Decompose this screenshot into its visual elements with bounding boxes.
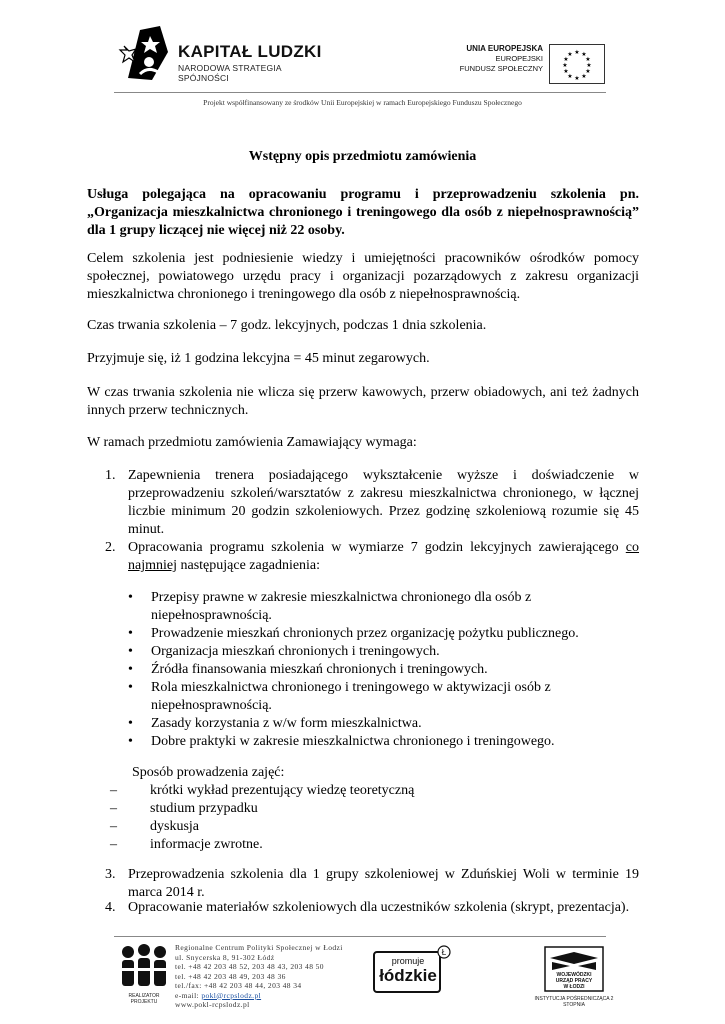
item-number: 1. <box>105 468 116 483</box>
org-email <box>175 991 343 1001</box>
promuje-lodzkie-logo <box>372 944 452 994</box>
svg-text:★: ★ <box>585 56 591 63</box>
svg-text:★: ★ <box>562 62 568 69</box>
methods-heading: Sposób prowadzenia zajęć: <box>132 765 285 780</box>
svg-text:★: ★ <box>567 73 573 80</box>
breaks-paragraph: W czas trwania szkolenia nie wlicza się przerw kawowych, przerw obiadowych, ani też żadnych innych przerw technicznych. <box>87 385 639 418</box>
list-item-text: Zasady korzystania z w/w form mieszkalnictwa. <box>151 716 422 731</box>
bullet-icon: • <box>128 680 133 695</box>
item-number: 3. <box>105 867 116 882</box>
svg-text:★: ★ <box>581 51 587 58</box>
item-number: 2. <box>105 540 116 555</box>
duration-paragraph: Czas trwania szkolenia – 7 godz. lekcyjnych, podczas 1 dnia szkolenia. <box>87 318 487 333</box>
list-item-text: Źródła finansowania mieszkań chronionych i treningowych. <box>151 662 488 677</box>
requirement-item-3 <box>105 866 639 902</box>
dash-icon: – <box>110 819 117 834</box>
wup-label: INSTYTUCJA POŚREDNICZĄCA 2 STOPNIA <box>534 996 614 1008</box>
rcps-logo <box>118 942 170 1005</box>
kapital-ludzki-title: KAPITAŁ LUDZKI <box>178 42 322 61</box>
bullet-icon: • <box>128 590 133 605</box>
item-number: 4. <box>105 900 116 915</box>
topics-list <box>128 589 598 751</box>
list-item <box>110 836 560 854</box>
item-text: Przeprowadzenia szkolenia dla 1 grupy szkoleniowej w Zduńskiej Woli w terminie 19 marca 2014 r. <box>128 867 639 900</box>
footer-divider <box>114 936 606 937</box>
list-item-text: krótki wykład prezentujący wiedzę teoretyczną <box>150 783 415 798</box>
goal-paragraph: Celem szkolenia jest podniesienie wiedzy i umiejętności pracowników ośrodków pomocy społecznej, powiatowego urzędu pracy i organizacji pozarządowych z zakresu organizacji mieszkalnictwa chronionego i treningowego dla osób z niepełnosprawnością. <box>87 251 639 302</box>
requirement-item-4 <box>105 899 639 917</box>
item-text-part-a: Opracowania programu szkolenia w wymiarze 7 godzin lekcyjnych zawierającego <box>128 540 626 555</box>
list-item <box>128 643 598 661</box>
item-text <box>128 539 639 575</box>
wup-line-1: WOJEWÓDZKI <box>556 972 592 978</box>
realizer-label: REALIZATOR PROJEKTU <box>128 993 160 1005</box>
svg-text:★: ★ <box>563 68 569 75</box>
kapital-ludzki-subtitle: NARODOWA STRATEGIA SPÓJNOŚCI <box>178 63 282 83</box>
bullet-icon: • <box>128 644 133 659</box>
eu-line-1: UNIA EUROPEJSKA <box>466 44 543 53</box>
intro-paragraph: Usługa polegająca na opracowaniu programu i przeprowadzeniu szkolenia pn. „Organizacja mieszkalnictwa chronionego i treningowego dla osób z niepełnosprawnością” dla 1 grupy liczącej nie więcej niż 22 osoby. <box>87 187 639 238</box>
header-divider <box>114 92 606 93</box>
list-item <box>128 661 598 679</box>
svg-text:Ł: Ł <box>441 948 447 957</box>
wup-line-2: URZĄD PRACY <box>555 978 593 984</box>
list-item <box>110 818 560 836</box>
item-text-part-b: następujące zagadnienia: <box>177 558 321 573</box>
promuje-text: promuje <box>391 956 425 966</box>
bullet-icon: • <box>128 662 133 677</box>
list-item-text: Przepisy prawne w zakresie mieszkalnictwa chronionego dla osób z niepełnosprawnością. <box>151 590 532 623</box>
requirement-item-1 <box>105 467 639 539</box>
list-item-text: Organizacja mieszkań chronionych i treningowych. <box>151 644 440 659</box>
svg-text:★: ★ <box>574 49 580 56</box>
list-item-text: Dobre praktyki w zakresie mieszkalnictwa chronionego i treningowego. <box>151 734 555 749</box>
eu-flag-icon <box>549 44 605 84</box>
list-item <box>128 715 598 733</box>
svg-text:★: ★ <box>567 51 573 58</box>
email-link[interactable]: pokl@rcpslodz.pl <box>201 990 262 1000</box>
wup-logo <box>534 946 614 1008</box>
svg-text:★: ★ <box>586 62 592 69</box>
bullet-icon: • <box>128 734 133 749</box>
list-item <box>128 733 598 751</box>
org-address: ul. Snycerska 8, 91-302 Łódź <box>175 952 275 962</box>
list-item-text: studium przypadku <box>150 801 258 816</box>
svg-text:★: ★ <box>563 56 569 63</box>
dash-icon: – <box>110 837 117 852</box>
list-item-text: dyskusja <box>150 819 199 834</box>
org-name: Regionalne Centrum Polityki Społecznej w Łodzi <box>175 943 343 952</box>
list-item-text: Rola mieszkalnictwa chronionego i treningowego w aktywizacji osób z niepełnosprawnością. <box>151 680 551 713</box>
methods-list <box>110 782 560 854</box>
lodzkie-text: łódzkie <box>379 966 437 985</box>
svg-text:★: ★ <box>581 73 587 80</box>
kapital-ludzki-emblem-icon <box>118 22 174 82</box>
list-item-text: informacje zwrotne. <box>150 837 263 852</box>
bullet-icon: • <box>128 626 133 641</box>
wup-name <box>546 972 602 990</box>
email-prefix: e-mail: <box>175 990 202 1000</box>
wup-line-3: W ŁODZI <box>563 984 585 990</box>
project-note: Projekt współfinansowany ze środków Unii Europejskiej w ramach Europejskiego Funduszu Społecznego <box>203 98 522 107</box>
people-group-icon <box>118 942 170 988</box>
svg-text:★: ★ <box>585 68 591 75</box>
bullet-icon: • <box>128 716 133 731</box>
eu-logo <box>445 44 605 86</box>
dash-icon: – <box>110 801 117 816</box>
item-text: Opracowanie materiałów szkoleniowych dla uczestników szkolenia (skrypt, prezentacja). <box>128 900 630 915</box>
org-phone-2: tel. +48 42 203 48 49, 203 48 36 <box>175 971 286 981</box>
dash-icon: – <box>110 783 117 798</box>
requirement-item-2 <box>105 539 639 575</box>
requirements-intro: W ramach przedmiotu zamówienia Zamawiający wymaga: <box>87 435 417 450</box>
org-www[interactable]: www.pokl-rcpslodz.pl <box>175 1000 250 1009</box>
eu-line-3: FUNDUSZ SPOŁECZNY <box>459 64 543 73</box>
hour-paragraph: Przyjmuje się, iż 1 godzina lekcyjna = 45 minut zegarowych. <box>87 351 430 366</box>
list-item <box>128 625 598 643</box>
svg-text:★: ★ <box>574 75 580 82</box>
list-item <box>110 800 560 818</box>
list-item-text: Prowadzenie mieszkań chronionych przez organizację pożytku publicznego. <box>151 626 579 641</box>
eu-logo-text <box>460 44 543 74</box>
document-title: Wstępny opis przedmiotu zamówienia <box>248 149 477 164</box>
org-fax: tel./fax: +48 42 203 48 44, 203 48 34 <box>175 981 302 990</box>
item-text: Zapewnienia trenera posiadającego wykształcenie wyższe i doświadczenie w przeprowadzeniu szkoleń/warsztatów z zakresu mieszkalnictwa chronionego, w łącznej liczbie minimum 20 godzin szkoleniowych. Przez godzinę szkoleniową rozumie się 45 minut. <box>128 468 639 537</box>
list-item <box>128 589 598 625</box>
item-text-underlined: co najmniej <box>128 540 639 573</box>
list-item <box>110 782 560 800</box>
eu-line-2: EUROPEJSKI <box>495 54 543 63</box>
org-phone-1: tel. +48 42 203 48 52, 203 48 43, 203 48 50 <box>175 962 324 971</box>
kapital-ludzki-logo <box>118 22 328 86</box>
footer-address <box>175 943 343 1010</box>
list-item <box>128 679 598 715</box>
